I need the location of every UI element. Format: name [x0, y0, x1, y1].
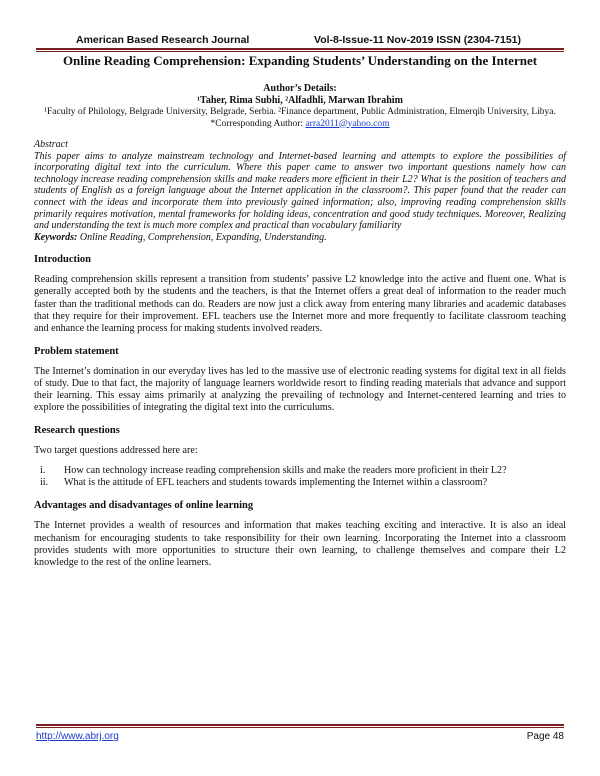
- author-details: [34, 83, 566, 130]
- paper-title: Online Reading Comprehension: Expanding Students’ Understanding on the Internet: [62, 53, 538, 68]
- footer-rule: [36, 724, 564, 728]
- keywords-text: Online Reading, Comprehension, Expanding, Understanding.: [77, 231, 327, 243]
- problem-statement-text: The Internet’s domination in our everyday lives has led to the massive use of electronic reading systems for digital text in all fields of study. Due to that fact, the majority of language learners worldwide resort to finding reading materials that advance and support their learning. This essay aims primarily at analyzing the prevailing of technology and Internet-centered learning and tries to explore the possibilities of integrating the digital text into the curriculums.: [34, 365, 566, 414]
- introduction-text: Reading comprehension skills represent a transition from students’ passive L2 knowledge into the active and fluent one. What is generally accepted both by the students and the teachers, is that the Internet offers a great deal of information to the reader much faster than the traditional methods can do. Readers are now just a click away from entering many libraries and academic databases that they require for their improvement. EFL teachers use the Internet more and more frequently to facilitate classroom teaching and enhance the learning process for making students involved readers.: [34, 274, 566, 334]
- abstract: [34, 139, 566, 232]
- introduction-heading: Introduction: [34, 254, 91, 266]
- main-content: [34, 52, 566, 569]
- list-item-number: i.: [40, 465, 46, 477]
- author-email-link[interactable]: arra2011@yahoo.com: [305, 118, 390, 129]
- list-item: [34, 465, 566, 477]
- affiliation-text: ¹Faculty of Philology, Belgrade University, Belgrade, Serbia. ²Finance department, Public Administration, Elmerqib University, Libya. *Corresponding Author:: [44, 107, 556, 129]
- research-questions-intro: Two target questions addressed here are:: [34, 445, 198, 457]
- list-item-text: What is the attitude of EFL teachers and students towards implementing the Internet within a classroom?: [64, 477, 488, 489]
- keywords: [34, 232, 566, 244]
- author-names: ¹Taher, Rima Subhi, ²Alfadhli, Marwan Ibrahim: [197, 95, 403, 106]
- advantages-heading: Advantages and disadvantages of online learning: [34, 500, 254, 512]
- abstract-text: This paper aims to analyze mainstream technology and Internet-based learning and attempts to explore the possibilities of incorporating digital text into the curriculum. Where this paper came to answer two important questions namely how can technology increase reading comprehension skills and make readers more efficient in their L2? What is the position of teachers and students of English as a foreign language about the Internet application in the classroom?. This paper found that the reader can connect with the ideas and incorporate them into previously gained information; also, improving reading comprehension skills primarily requires motivation, mental frameworks for holding ideas, concentration and good study techniques. Moreover, Realizing and understanding the text is much more complex and practical than vocabulary familiarity: [34, 150, 566, 232]
- author-details-label: Author’s Details:: [263, 83, 337, 94]
- list-item: [34, 477, 566, 489]
- research-questions-list: [34, 465, 566, 489]
- journal-name: American Based Research Journal: [76, 34, 250, 46]
- abstract-label: Abstract: [34, 139, 68, 150]
- page-number: Page 48: [526, 731, 564, 742]
- running-header: [36, 34, 564, 48]
- keywords-label: Keywords:: [34, 231, 78, 243]
- list-item-number: ii.: [40, 477, 49, 489]
- author-affiliation: [34, 107, 566, 130]
- research-questions-heading: Research questions: [34, 425, 120, 437]
- journal-website-link[interactable]: http://www.abrj.org: [36, 731, 119, 742]
- advantages-text: The Internet provides a wealth of resources and information that makes teaching exciting and interactive. It is also an ideal mechanism for encouraging students to take responsibility for their own learning. Incorporating the Internet into a classroom provides students with more opportunities to structure their own learning, to challenge themselves and compare their L2 knowledge to the rest of the online learners.: [34, 520, 566, 568]
- problem-statement-heading: Problem statement: [34, 345, 119, 357]
- issue-info: Vol-8-Issue-11 Nov-2019 ISSN (2304-7151): [314, 34, 521, 46]
- list-item-text: How can technology increase reading comprehension skills and make the readers more proficient in their L2?: [64, 465, 507, 477]
